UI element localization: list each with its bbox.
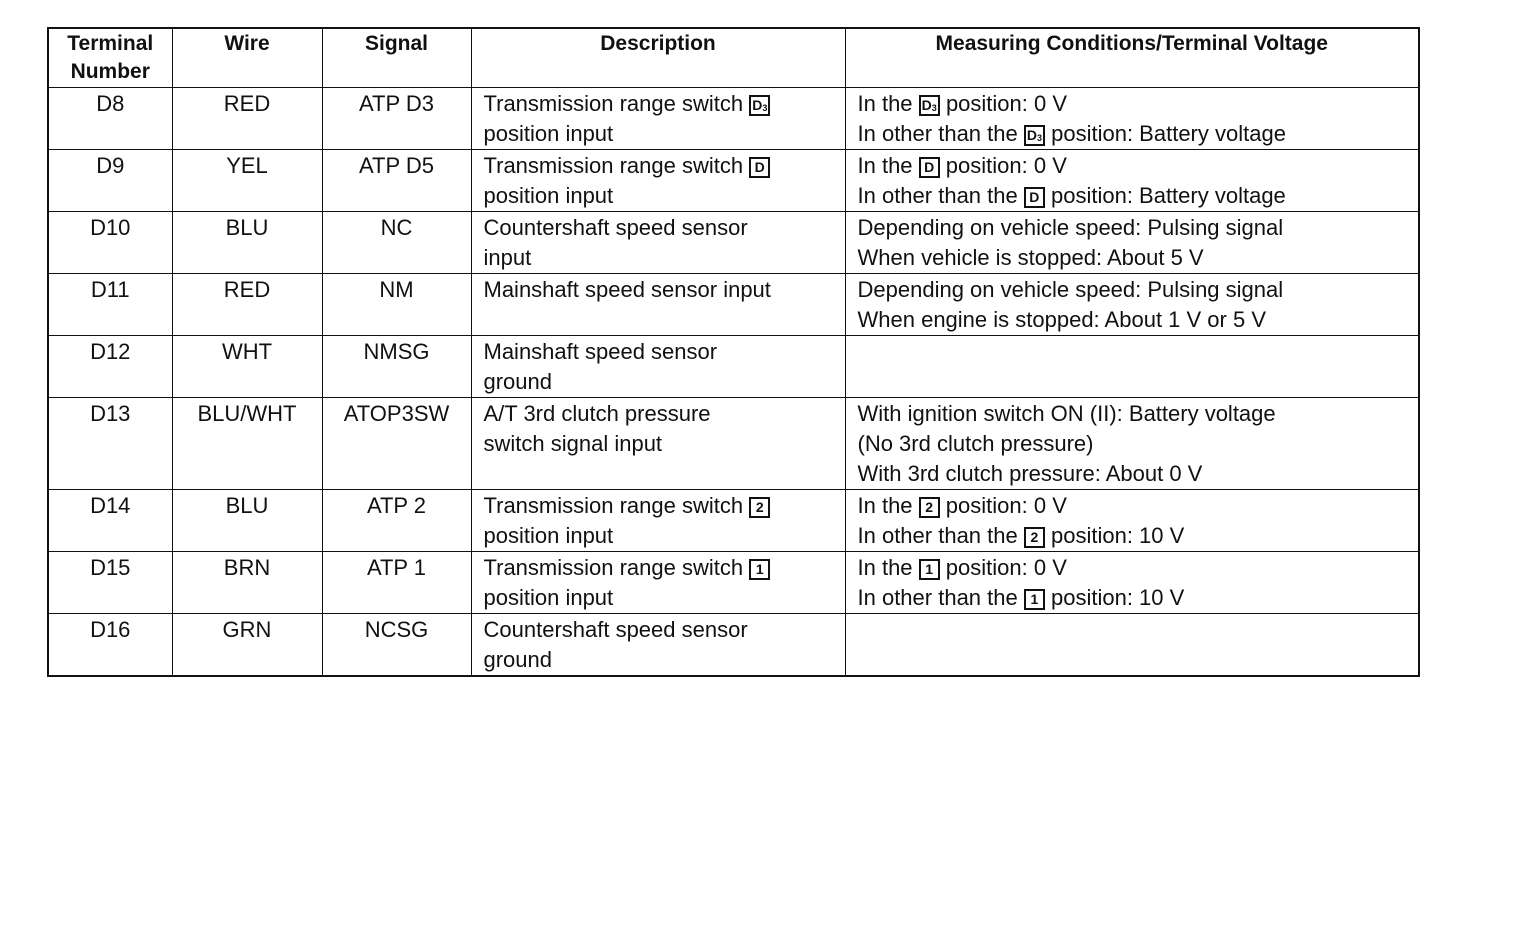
wire-cell <box>172 150 322 212</box>
condition-line: (No 3rd clutch pressure) <box>857 431 1094 456</box>
terminal-number-cell <box>48 336 172 398</box>
conditions-cell <box>845 88 1419 150</box>
signal-cell <box>322 274 471 336</box>
terminal-number: D9 <box>96 153 125 178</box>
conditions-cell <box>845 274 1419 336</box>
conditions-cell <box>845 552 1419 614</box>
header-description: Description <box>471 28 845 88</box>
wire-color: BLU <box>225 215 269 240</box>
wire-color: RED <box>223 277 271 302</box>
table-row <box>48 614 1419 677</box>
description-cell <box>471 150 845 212</box>
signal-name: ATP D5 <box>359 153 434 178</box>
description-text: position input <box>483 585 614 610</box>
wire-cell <box>172 398 322 490</box>
condition-text: In other than the <box>857 183 1018 208</box>
condition-line <box>858 583 1419 613</box>
condition-line: Depending on vehicle speed: Pulsing signal <box>857 215 1284 240</box>
header-signal: Signal <box>322 28 471 88</box>
conditions-cell <box>845 398 1419 490</box>
header-terminal-number <box>48 28 172 88</box>
terminal-number-cell <box>48 490 172 552</box>
terminal-number: D11 <box>90 277 130 302</box>
terminal-number: D16 <box>90 617 131 642</box>
description-cell <box>471 490 845 552</box>
description-cell <box>471 552 845 614</box>
description-line <box>484 553 845 583</box>
signal-name: NM <box>379 277 414 302</box>
terminal-number-cell <box>48 398 172 490</box>
header-conditions: Measuring Conditions/Terminal Voltage <box>845 28 1419 88</box>
position-symbol-icon: D <box>749 157 770 178</box>
terminal-number-cell <box>48 150 172 212</box>
signal-name: ATP 1 <box>366 555 427 580</box>
wire-cell <box>172 490 322 552</box>
description-text: Transmission range switch <box>483 91 744 116</box>
position-symbol-icon: 2 <box>1024 527 1045 548</box>
position-symbol-icon: $D_3$ <box>919 95 940 116</box>
signal-cell <box>322 88 471 150</box>
condition-text: In other than the <box>857 523 1018 548</box>
condition-line <box>858 491 1419 521</box>
description-cell <box>471 88 845 150</box>
table-row <box>48 490 1419 552</box>
wire-cell <box>172 212 322 274</box>
position-symbol-icon: D <box>1024 187 1045 208</box>
wire-cell <box>172 336 322 398</box>
description-text: Countershaft speed sensor <box>483 617 748 642</box>
terminal-number: D13 <box>90 401 131 426</box>
wire-cell <box>172 274 322 336</box>
terminal-number: D14 <box>90 493 131 518</box>
description-text: Countershaft speed sensor <box>483 215 748 240</box>
signal-cell <box>322 212 471 274</box>
header-terminal-line1: Terminal <box>67 32 154 55</box>
terminal-number-cell <box>48 212 172 274</box>
position-symbol-icon: 1 <box>1024 589 1045 610</box>
condition-text: position: 10 V <box>1050 585 1185 610</box>
conditions-cell <box>845 336 1419 398</box>
wire-color: GRN <box>222 617 272 642</box>
wire-color: YEL <box>226 153 268 178</box>
description-line <box>484 213 845 243</box>
conditions-cell <box>845 212 1419 274</box>
signal-cell <box>322 398 471 490</box>
terminal-voltage-table <box>47 27 1420 677</box>
table-row <box>48 88 1419 150</box>
description-text: Mainshaft speed sensor <box>483 339 718 364</box>
wire-cell <box>172 88 322 150</box>
condition-line <box>858 521 1419 551</box>
description-text: ground <box>483 369 553 394</box>
table-body <box>48 88 1419 677</box>
table-header-row <box>48 28 1419 88</box>
description-cell <box>471 614 845 677</box>
description-line <box>484 119 845 149</box>
terminal-number-cell <box>48 274 172 336</box>
conditions-cell <box>845 614 1419 677</box>
signal-cell <box>322 614 471 677</box>
condition-line <box>858 151 1419 181</box>
terminal-number: D10 <box>90 215 131 240</box>
signal-cell <box>322 150 471 212</box>
terminal-number-cell <box>48 552 172 614</box>
condition-text: position: 10 V <box>1050 523 1185 548</box>
condition-text: position: 0 V <box>945 493 1067 518</box>
header-wire: Wire <box>172 28 322 88</box>
description-line <box>484 429 845 459</box>
condition-text: In the <box>857 555 913 580</box>
description-text: position input <box>483 523 614 548</box>
wire-cell <box>172 552 322 614</box>
description-text: Mainshaft speed sensor input <box>483 277 771 302</box>
description-line <box>484 583 845 613</box>
condition-text: In the <box>857 153 913 178</box>
condition-line: With 3rd clutch pressure: About 0 V <box>857 461 1203 486</box>
terminal-number-cell <box>48 614 172 677</box>
terminal-number: D15 <box>90 555 131 580</box>
table-row <box>48 212 1419 274</box>
condition-text: In the <box>857 493 913 518</box>
description-line <box>484 337 845 367</box>
description-line <box>484 275 845 305</box>
description-text: position input <box>483 121 614 146</box>
condition-line: Depending on vehicle speed: Pulsing signal <box>857 277 1284 302</box>
condition-line <box>858 119 1419 149</box>
description-line <box>484 491 845 521</box>
description-text: position input <box>483 183 614 208</box>
condition-line <box>858 89 1419 119</box>
signal-name: ATP 2 <box>366 493 427 518</box>
signal-cell <box>322 490 471 552</box>
table-row <box>48 150 1419 212</box>
terminal-number: D12 <box>90 339 131 364</box>
description-line <box>484 151 845 181</box>
description-text: ground <box>483 647 553 672</box>
wire-color: WHT <box>221 339 273 364</box>
table-row <box>48 274 1419 336</box>
signal-cell <box>322 336 471 398</box>
position-symbol-icon: D <box>919 157 940 178</box>
signal-name: ATP D3 <box>359 91 434 116</box>
signal-cell <box>322 552 471 614</box>
wire-color: RED <box>223 91 271 116</box>
wire-color: BRN <box>223 555 271 580</box>
wire-color: BLU/WHT <box>197 401 297 426</box>
description-line <box>484 645 845 675</box>
condition-line: When vehicle is stopped: About 5 V <box>857 245 1204 270</box>
signal-name: ATOP3SW <box>343 401 450 426</box>
description-text: Transmission range switch <box>483 493 744 518</box>
description-line <box>484 89 845 119</box>
terminal-number: D8 <box>96 91 125 116</box>
condition-text: position: Battery voltage <box>1050 183 1286 208</box>
condition-text: In other than the <box>857 121 1018 146</box>
condition-line: When engine is stopped: About 1 V or 5 V <box>857 307 1266 332</box>
table-row <box>48 552 1419 614</box>
signal-name: NCSG <box>364 617 429 642</box>
condition-text: In other than the <box>857 585 1018 610</box>
condition-line <box>858 553 1419 583</box>
position-symbol-icon: $D_3$ <box>749 95 770 116</box>
position-symbol-icon: 1 <box>749 559 770 580</box>
description-line <box>484 521 845 551</box>
description-line <box>484 615 845 645</box>
description-cell <box>471 274 845 336</box>
description-text: Transmission range switch <box>483 153 744 178</box>
description-cell <box>471 212 845 274</box>
description-line <box>484 181 845 211</box>
condition-text: In the <box>857 91 913 116</box>
description-cell <box>471 336 845 398</box>
position-symbol-icon: 2 <box>749 497 770 518</box>
condition-text: position: 0 V <box>945 91 1068 116</box>
condition-text: position: 0 V <box>945 153 1067 178</box>
signal-name: NMSG <box>363 339 430 364</box>
signal-name: NC <box>380 215 413 240</box>
condition-line <box>858 181 1419 211</box>
description-text: A/T 3rd clutch pressure <box>483 401 711 426</box>
conditions-cell <box>845 150 1419 212</box>
description-line <box>484 367 845 397</box>
header-terminal-line2: Number <box>70 60 150 83</box>
description-text: Transmission range switch <box>483 555 744 580</box>
conditions-cell <box>845 490 1419 552</box>
wire-cell <box>172 614 322 677</box>
condition-text: position: 0 V <box>945 555 1067 580</box>
description-cell <box>471 398 845 490</box>
condition-line: With ignition switch ON (II): Battery voltage <box>857 401 1276 426</box>
description-line <box>484 243 845 273</box>
table-row <box>48 398 1419 490</box>
description-text: switch signal input <box>483 431 663 456</box>
position-symbol-icon: $D_3$ <box>1024 125 1045 146</box>
position-symbol-icon: 2 <box>919 497 940 518</box>
table-row <box>48 336 1419 398</box>
wire-color: BLU <box>225 493 269 518</box>
description-text: input <box>483 245 532 270</box>
condition-text: position: Battery voltage <box>1051 121 1286 146</box>
terminal-number-cell <box>48 88 172 150</box>
position-symbol-icon: 1 <box>919 559 940 580</box>
description-line <box>484 399 845 429</box>
